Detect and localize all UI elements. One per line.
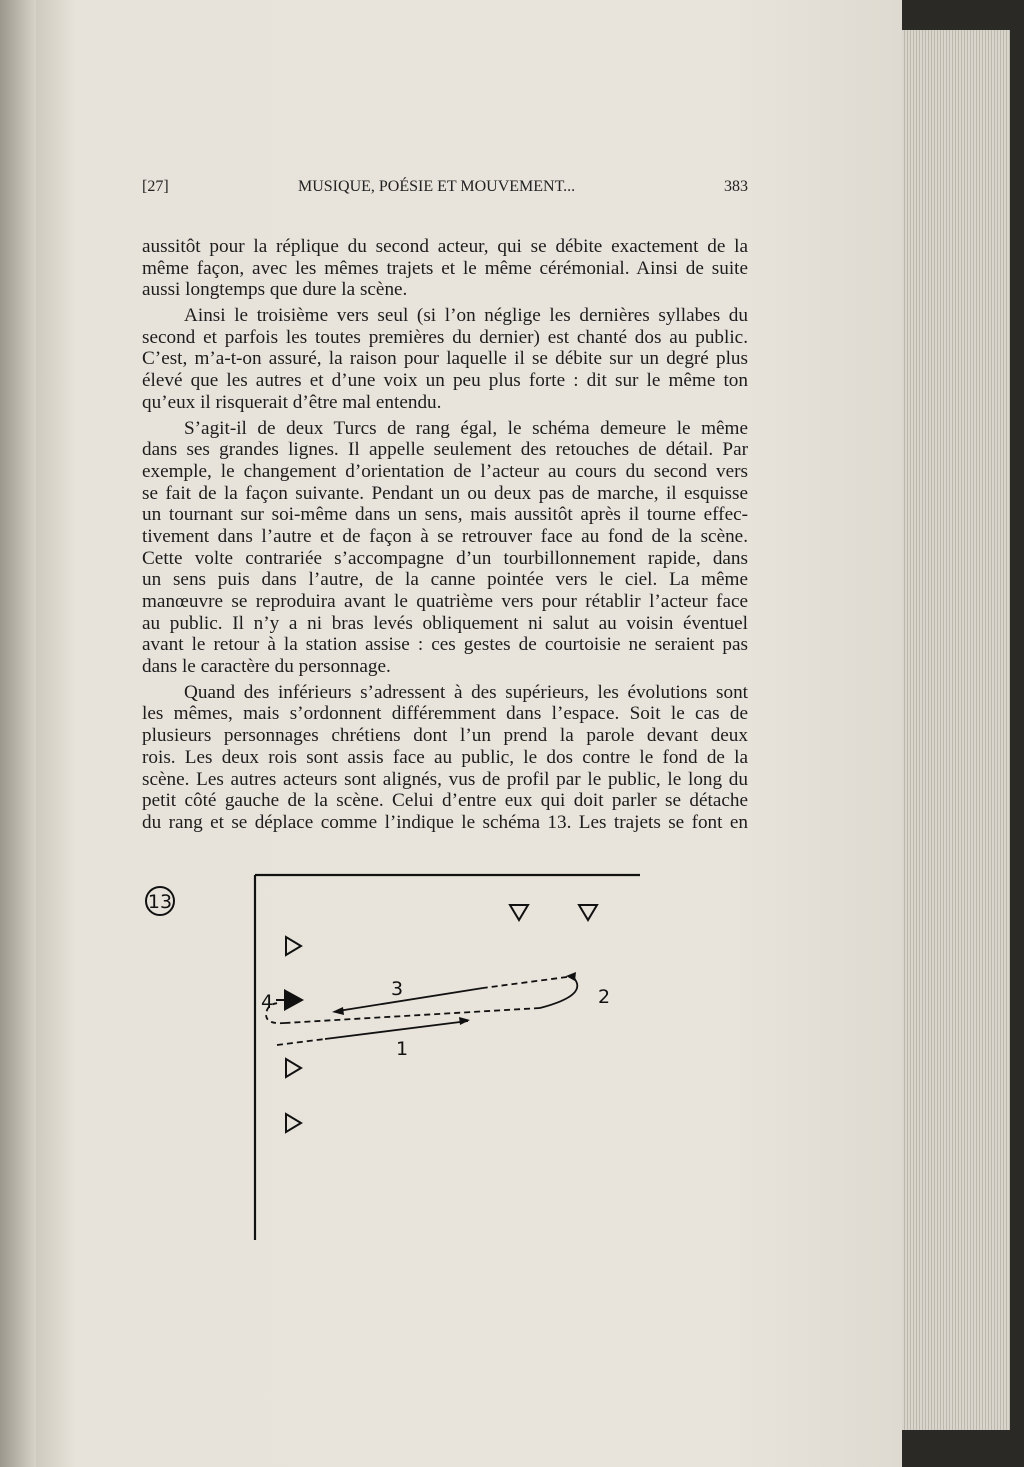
- section-number: [27]: [142, 178, 169, 195]
- text-line: aussi longtemps que dure la scène.: [142, 279, 408, 301]
- figure-number-badge: [146, 887, 174, 915]
- text-line: aussitôt pour la réplique du second acteur, qui se débite exactement de la: [142, 236, 748, 257]
- text-line: avant le retour à la station assise : ces gestes de courtoisie ne seraient pas: [142, 634, 748, 656]
- path-label-4: 4: [261, 991, 274, 1013]
- king-triangle-icon: [510, 905, 528, 920]
- path-label-2: 2: [598, 986, 611, 1008]
- text-line: second et parfois les toutes premières du dernier) est chanté dos au public.: [142, 326, 748, 348]
- text-line: même façon, avec les mêmes trajets et le même cérémonial. Ainsi de suite: [142, 257, 748, 279]
- text-line: du rang et se déplace comme l’indique le schéma 13. Les trajets se font en: [142, 811, 748, 833]
- text-line: plusieurs personnages chrétiens dont l’un prend la parole devant deux: [142, 725, 748, 747]
- text-line: se fait de la façon suivante. Pendant un ou deux pas de marche, il esquisse: [142, 482, 748, 504]
- text-line: S’agit-il de deux Turcs de rang égal, le schéma demeure le même: [184, 417, 748, 439]
- actor-triangle-icon: [286, 937, 301, 955]
- text-line: un tournant sur soi-même dans un sens, mais aussitôt après il tourne effec-: [142, 504, 748, 526]
- text-line: C’est, m’a-t-on assuré, la raison pour laquelle il se débite sur un degré plus: [142, 348, 748, 370]
- text-line: dans le caractère du personnage.: [142, 656, 391, 678]
- text-line: qu’eux il risquerait d’être mal entendu.: [142, 391, 442, 413]
- text-line: petit côté gauche de la scène. Celui d’entre eux qui doit parler se détache: [142, 790, 748, 812]
- running-title: MUSIQUE, POÉSIE ET MOUVEMENT...: [298, 178, 576, 195]
- path-label-1: 1: [396, 1038, 409, 1060]
- page-number: 383: [724, 178, 748, 195]
- text-line: tivement dans l’autre et de façon à se retrouver face au fond de la scène.: [142, 525, 748, 547]
- path-label-3: 3: [391, 978, 404, 1000]
- text-line: au public. Il n’y a ni bras levés obliquement ni salut au voisin éventuel: [142, 612, 748, 634]
- movement-paths: [266, 977, 577, 1045]
- text-line: dans ses grandes lignes. Il appelle seulement des retouches de détail. Par: [142, 439, 748, 461]
- text-line: manœuvre se reproduira avant le quatrième vers pour rétablir l’acteur face: [142, 591, 748, 612]
- text-line: un sens puis dans l’autre, de la canne pointée vers le ciel. La même: [142, 569, 748, 591]
- text-line: exemple, le changement d’orientation de l’acteur au cours du second vers: [142, 460, 748, 482]
- speaker-triangle-icon: [284, 989, 304, 1011]
- actor-triangle-icon: [286, 1114, 301, 1132]
- king-triangle-icon: [579, 905, 597, 920]
- text-line: rois. Les deux rois sont assis face au public, le dos contre le fond de la: [142, 746, 748, 768]
- text-line: les mêmes, mais s’ordonnent différemment dans l’espace. Soit le cas de: [142, 703, 748, 725]
- text-line: Cette volte contrariée s’accompagne d’un tourbillonnement rapide, dans: [142, 547, 748, 569]
- figure-number: 13: [147, 891, 173, 913]
- text-line: scène. Les autres acteurs sont alignés, vus de profil par le public, le long du: [142, 768, 748, 790]
- text-line: Ainsi le troisième vers seul (si l’on néglige les dernières syllabes du: [184, 305, 748, 327]
- text-line: élevé que les autres et d’une voix un peu plus forte : dit sur le même ton: [142, 370, 748, 392]
- actor-triangle-icon: [286, 1059, 301, 1077]
- text-line: Quand des inférieurs s’adressent à des supérieurs, les évolutions sont: [184, 681, 748, 703]
